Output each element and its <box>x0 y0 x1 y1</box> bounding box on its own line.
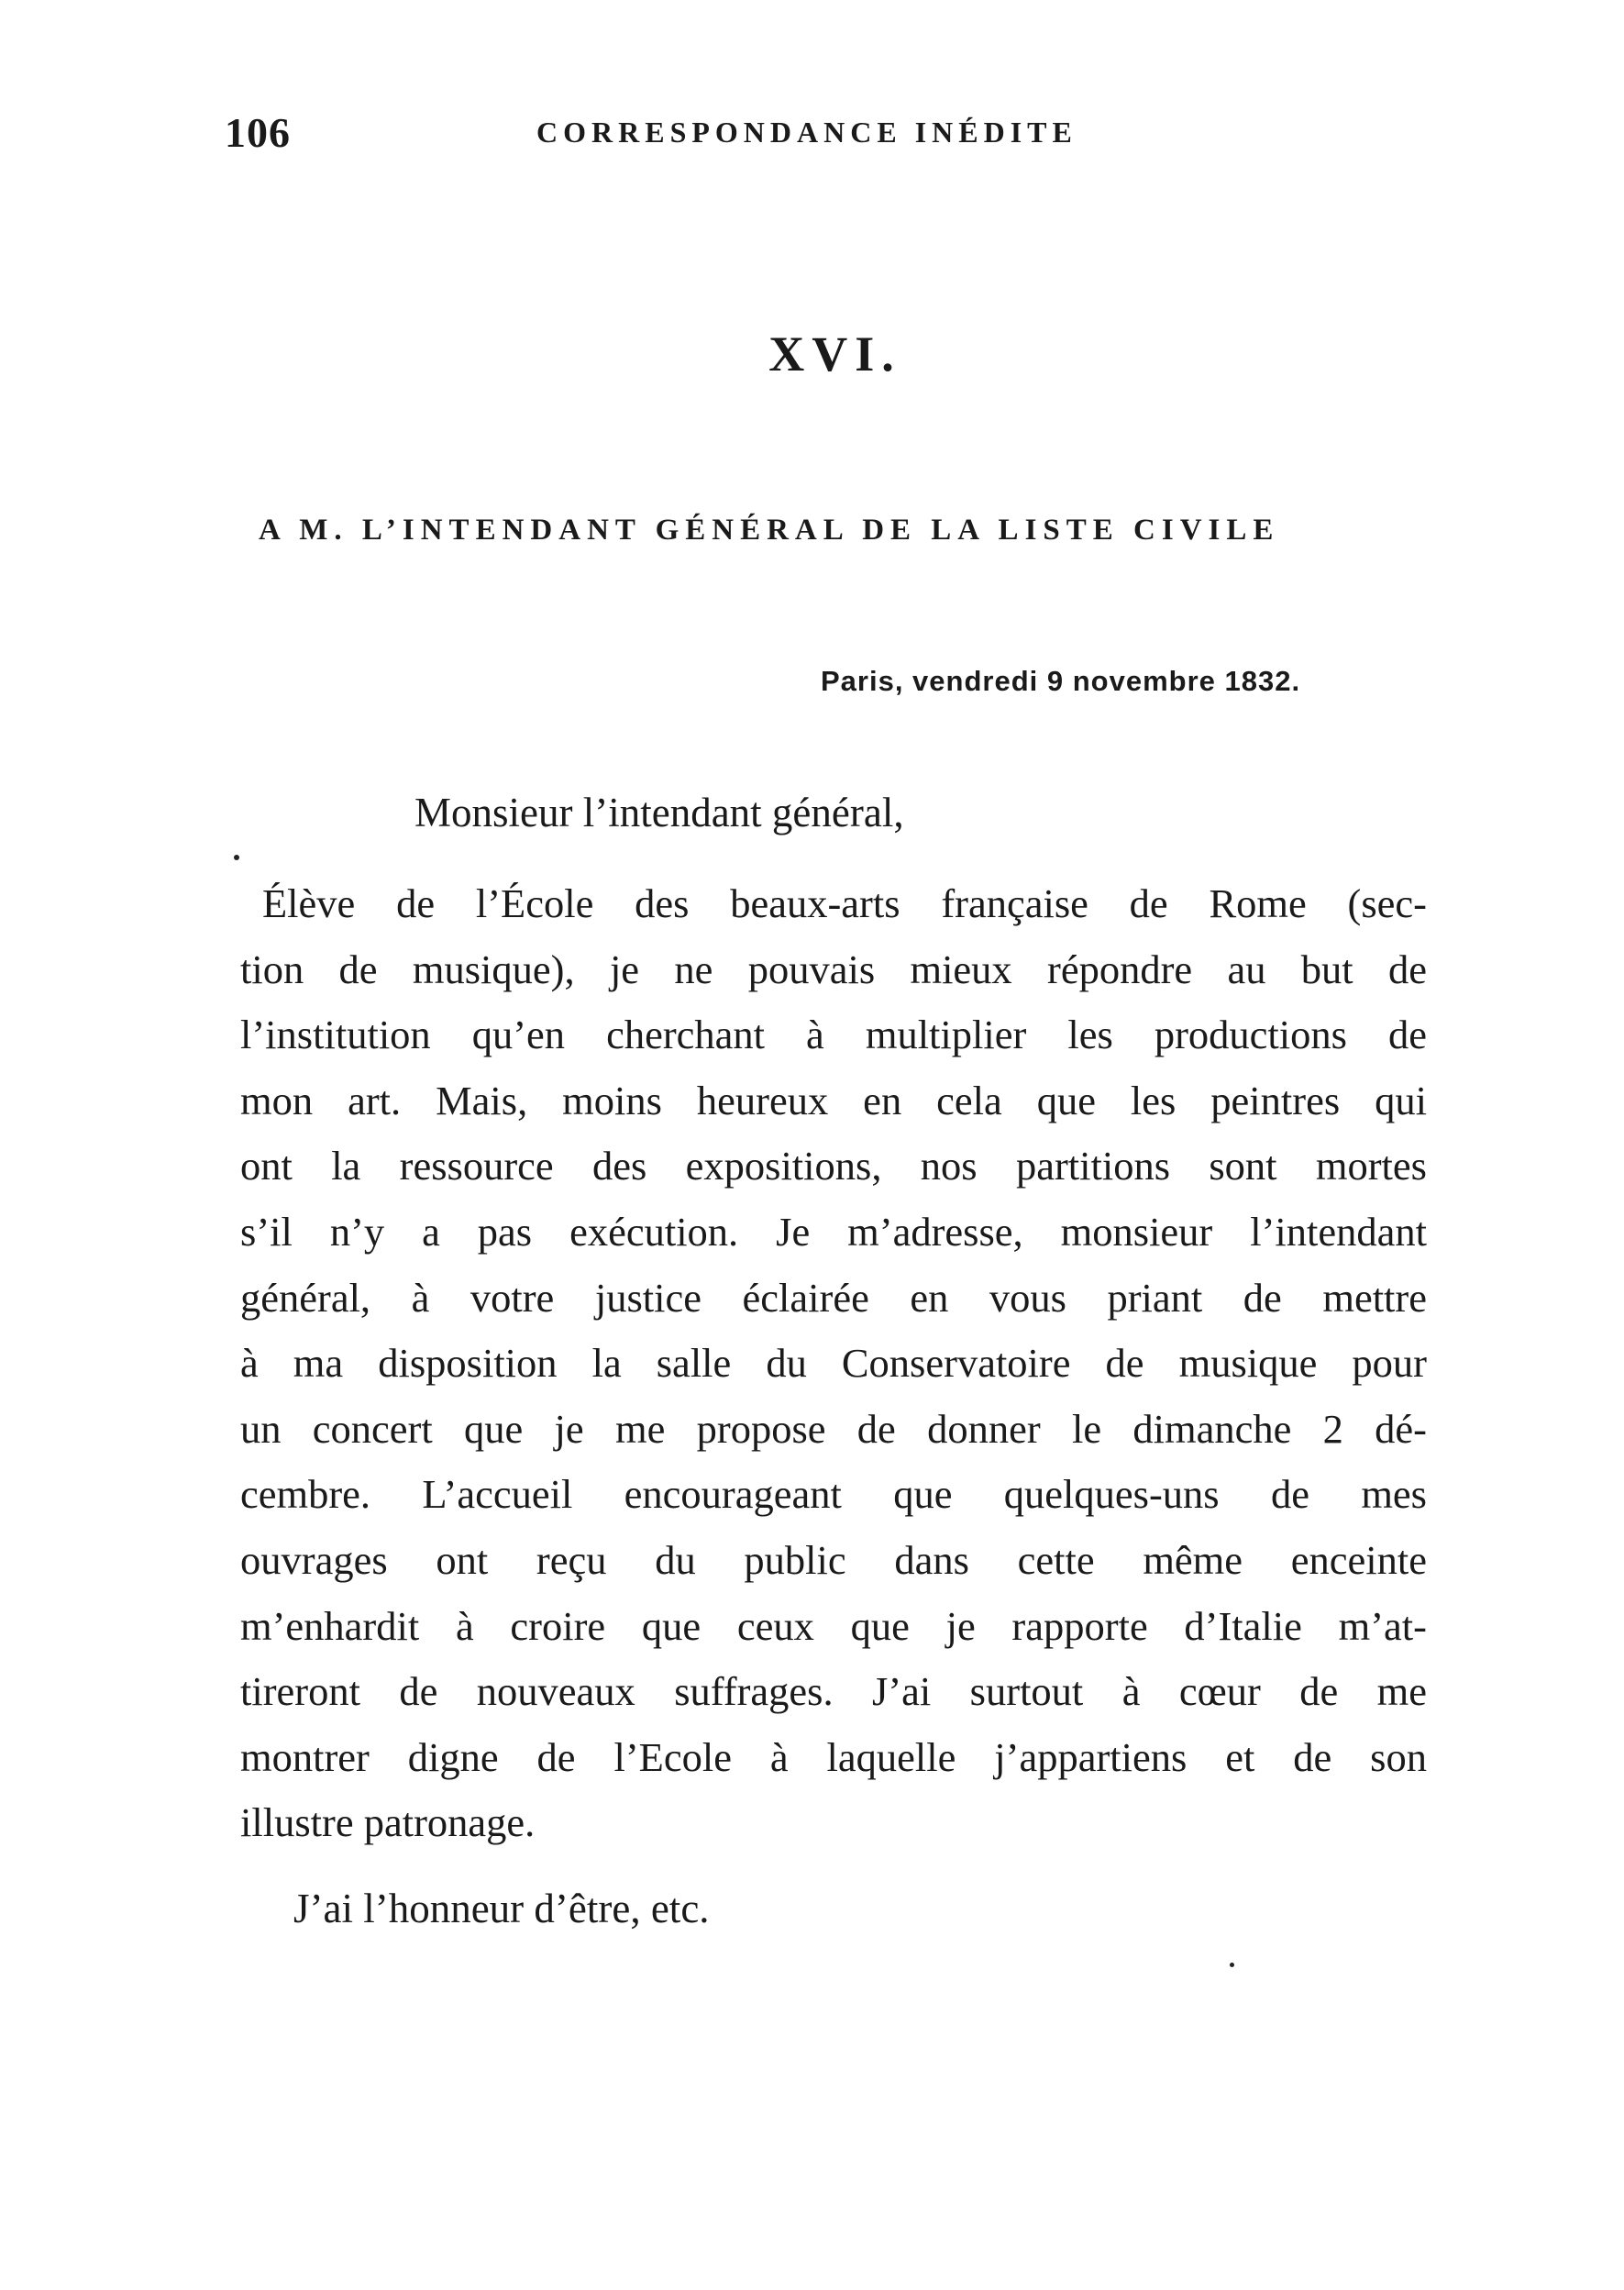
body-line: ouvrages ont reçu du public dans cette même enceinte <box>240 1536 1427 1583</box>
closing-formula: J’ai l’honneur d’être, etc. <box>293 1886 710 1931</box>
body-line: ont la ressource des expositions, nos partitions sont mortes <box>240 1143 1427 1189</box>
addressee-heading: A M. L’INTENDANT GÉNÉRAL DE LA LISTE CIVILE <box>259 514 1280 547</box>
body-line: tireront de nouveaux suffrages. J’ai surtout à cœur de me <box>240 1668 1427 1715</box>
body-line: Élève de l’École des beaux-arts française de Rome (sec- <box>262 880 1427 926</box>
running-head <box>225 108 1435 163</box>
body-line: à ma disposition la salle du Conservatoire de musique pour <box>240 1340 1427 1387</box>
dateline: Paris, vendredi 9 novembre 1832. <box>821 665 1301 697</box>
body-line: montrer digne de l’Ecole à laquelle j’appartiens et de son <box>240 1733 1427 1780</box>
body-line: s’il n’y a pas exécution. Je m’adresse, monsieur l’intendant <box>240 1208 1427 1255</box>
body-line: tion de musique), je ne pouvais mieux répondre au but de <box>240 946 1427 992</box>
letter-body <box>240 871 1427 1856</box>
letter-number: XVI. <box>768 326 901 382</box>
body-line: cembre. L’accueil encourageant que quelques-uns de mes <box>240 1471 1427 1518</box>
body-line: m’enhardit à croire que ceux que je rapporte d’Italie m’at- <box>240 1602 1427 1649</box>
body-line: un concert que je me propose de donner le dimanche 2 dé- <box>240 1405 1427 1452</box>
body-line: illustre patronage. <box>240 1799 536 1846</box>
running-title: CORRESPONDANCE INÉDITE <box>536 116 1077 149</box>
body-line: mon art. Mais, moins heureux en cela que les peintres qui <box>240 1077 1427 1123</box>
body-line: l’institution qu’en cherchant à multiplier les productions de <box>240 1012 1427 1058</box>
print-speck <box>1230 1963 1234 1967</box>
body-line: général, à votre justice éclairée en vous priant de mettre <box>240 1274 1427 1321</box>
page-number: 106 <box>225 109 291 156</box>
print-speck <box>234 855 239 860</box>
salutation: Monsieur l’intendant général, <box>414 790 904 835</box>
